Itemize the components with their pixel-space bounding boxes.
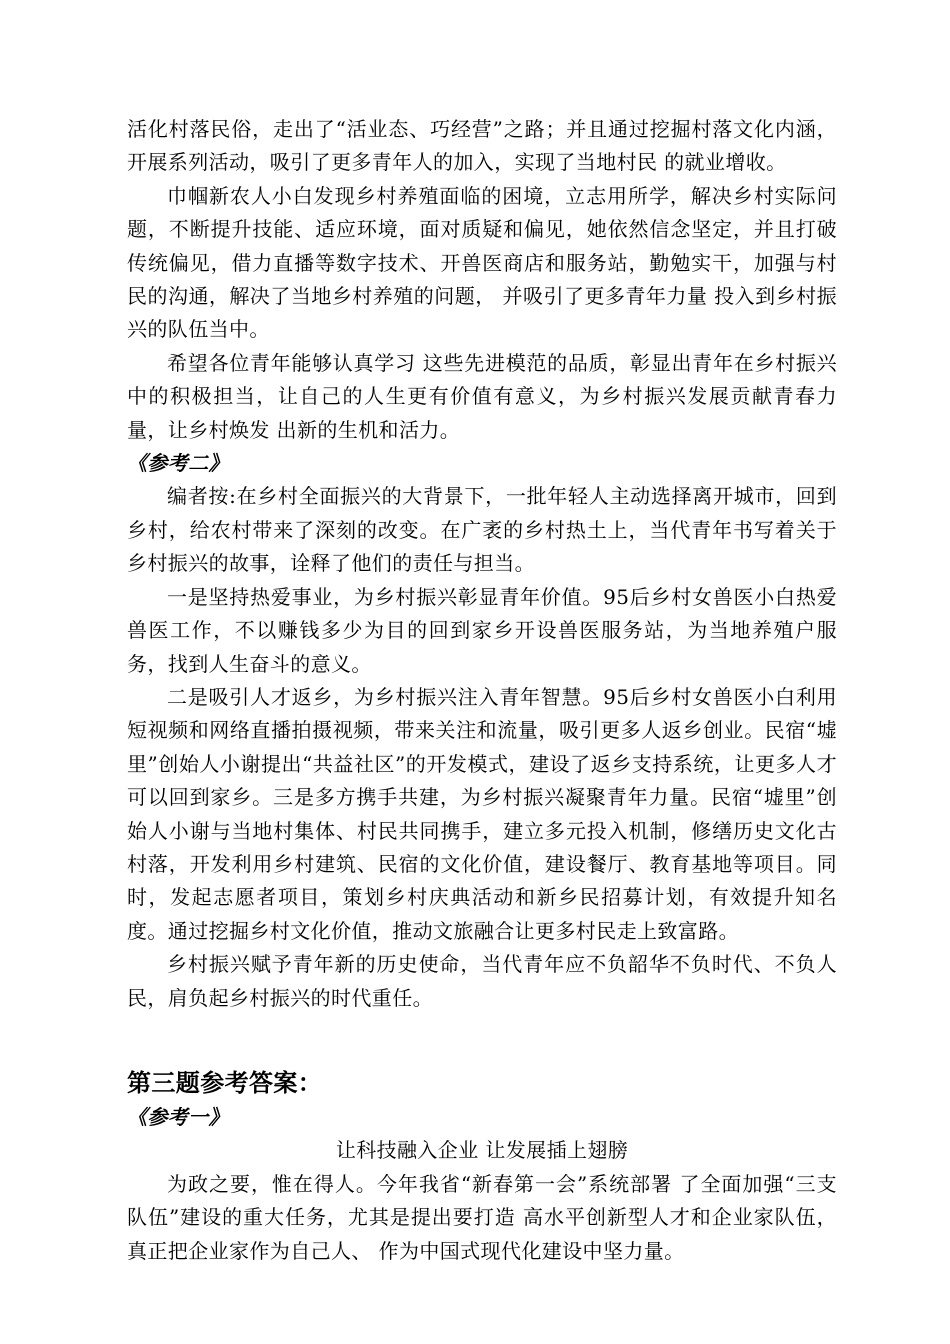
reference-one-heading: 《参考一》 <box>127 1104 229 1129</box>
paragraph-essay-opening: 为政之要，惟在得人。今年我省“新春第一会”系统部署 了全面加强“三支队伍”建设的重大任务，尤其是提出要打造 高水平创新型人才和企业家队伍，真正把企业家作为自己人、 作为中国式现代化建设中坚力量。 <box>127 1171 837 1263</box>
essay-title: 让科技融入企业 让发展插上翅膀 <box>335 1138 629 1163</box>
paragraph-point-one: 一是坚持热爱事业，为乡村振兴彰显青年价值。95后乡村女兽医小白热爱兽医工作，不以赚钱多少为目的回到家乡开设兽医服务站，为当地养殖户服务，找到人生奋斗的意义。 <box>127 584 837 676</box>
question-three-heading: 第三题参考答案： <box>127 1068 323 1097</box>
section-spacer <box>127 1015 837 1065</box>
paragraph-point-two-three: 二是吸引人才返乡，为乡村振兴注入青年智慧。95后乡村女兽医小白利用短视频和网络直播拍摄视频，带来关注和流量，吸引更多人返乡创业。民宿“墟里”创始人小谢提出“共益社区”的开发模式，建设了返乡支持系统，让更多人才可以回到家乡。三是多方携手共建，为乡村振兴凝聚青年力量。民宿“墟里”创始人小谢与当地村集体、村民共同携手，建立多元投入机制，修缮历史文化古村落，开发利用乡村建筑、民宿的文化价值，建设餐厅、教育基地等项目。同时，发起志愿者项目，策划乡村庆典活动和新乡民招募计划，有效提升知名度。通过挖掘乡村文化价值，推动文旅融合让更多村民走上致富路。 <box>127 684 837 943</box>
paragraph-hope: 希望各位青年能够认真学习 这些先进模范的品质，彰显出青年在乡村振兴中的积极担当，让自己的人生更有价值有意义，为乡村振兴发展贡献青春力量，让乡村焕发 出新的生机和活力。 <box>127 350 837 442</box>
paragraph-continued: 活化村落民俗，走出了“活业态、巧经营”之路；并且通过挖掘村落文化内涵，开展系列活动，吸引了更多青年人的加入，实现了当地村民 的就业增收。 <box>127 117 837 175</box>
paragraph-editor-note: 编者按:在乡村全面振兴的大背景下，一批年轻人主动选择离开城市，回到乡村，给农村带来了深刻的改变。在广袤的乡村热土上，当代青年书写着关于乡村振兴的故事，诠释了他们的责任与担当。 <box>127 484 837 576</box>
document-body <box>127 113 837 1268</box>
paragraph-conclusion: 乡村振兴赋予青年新的历史使命，当代青年应不负韶华不负时代、不负人民，肩负起乡村振兴的时代重任。 <box>127 952 837 1010</box>
reference-two-heading: 《参考二》 <box>127 451 229 476</box>
paragraph-xiaobai: 巾帼新农人小白发现乡村养殖面临的困境，立志用所学，解决乡村实际问题，不断提升技能、适应环境，面对质疑和偏见，她依然信念坚定，并且打破传统偏见，借力直播等数字技术、开兽医商店和服务站，勤勉实干，加强与村民的沟通，解决了当地乡村养殖的问题， 并吸引了更多青年力量 投入到乡村振兴的队伍当中。 <box>127 183 837 342</box>
